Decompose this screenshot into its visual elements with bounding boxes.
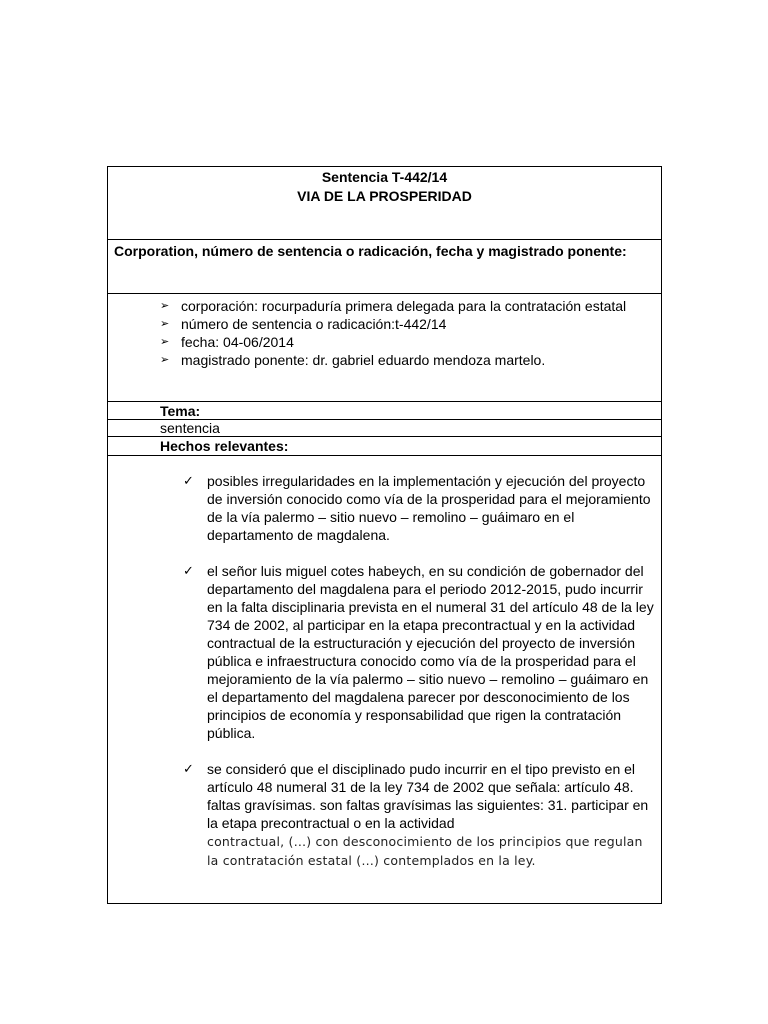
list-item: ➢ fecha: 04-06/2014 [160,334,294,350]
document-subtitle: VIA DE LA PROSPERIDAD [297,188,472,204]
list-item: ✓ el señor luis miguel cotes habeych, en su condición de gobernador del departamento del magdalena para el periodo 2012-2015, pudo incurrir en la falta disciplinaria prevista en el numeral 31 del artículo 48 de la ley 734 de 2002, al participar en la etapa precontractual y en la actividad contractual de la estructuración y ejecución del proyecto de inversión pública e infraestructura conocido como vía de la prosperidad para el mejoramiento de la vía palermo – sitio nuevo – remolino – guáimaro en el departamento del magdalena parecer por desconocimiento de los principios de economía y responsabilidad que rigen la contratación pública. [183,563,654,741]
title-block [108,167,661,206]
hechos-label: Hechos relevantes: [160,438,289,454]
reference-list [160,297,630,369]
list-item: ✓ se consideró que el disciplinado pudo incurrir en el tipo previsto en el artículo 48 numeral 31 de la ley 734 de 2002 que señala: artículo 48. faltas gravísimas. son faltas gravísimas las siguientes: 31. participar en la etapa precontractual o en la actividad contractual, (…) con desconocimiento de los principios que regulan la contratación estatal (…) contemplados en la ley. [183,761,649,868]
reference-heading: Corporation, número de sentencia o radicación, fecha y magistrado ponente: [114,243,627,259]
hechos-list [183,472,658,888]
tema-label-row [108,402,661,420]
reference-header-row [108,240,661,294]
tema-label: Tema: [160,403,201,419]
hechos-items-row [108,456,661,903]
document-table [107,166,662,904]
tema-value-row [108,420,661,437]
arrow-bullet-icon: ➢ [160,354,170,366]
arrow-bullet-icon: ➢ [160,300,170,312]
list-item: ➢ número de sentencia o radicación:t-442/14 [160,316,447,332]
title-row [108,167,661,240]
hechos-label-row [108,437,661,456]
tema-value: sentencia [160,420,220,436]
quoted-tail-text: contractual, (…) con desconocimiento de los principios que regulan la contratación estatal (…) contemplados en la ley. [207,834,643,868]
document-title: Sentencia T-442/14 [321,169,448,185]
arrow-bullet-icon: ➢ [160,318,170,330]
checkmark-icon: ✓ [183,563,194,578]
reference-items-row [108,294,661,402]
list-item: ➢ magistrado ponente: dr. gabriel eduardo mendoza martelo. [160,352,546,368]
checkmark-icon: ✓ [183,761,194,776]
list-item: ➢ corporación: rocurpaduría primera delegada para la contratación estatal [160,298,627,314]
checkmark-icon: ✓ [183,473,194,488]
list-item: ✓ posibles irregularidades en la implementación y ejecución del proyecto de inversión conocido como vía de la prosperidad para el mejoramiento de la vía palermo – sitio nuevo – remolino – guáimaro en el departamento de magdalena. [183,473,651,543]
arrow-bullet-icon: ➢ [160,336,170,348]
